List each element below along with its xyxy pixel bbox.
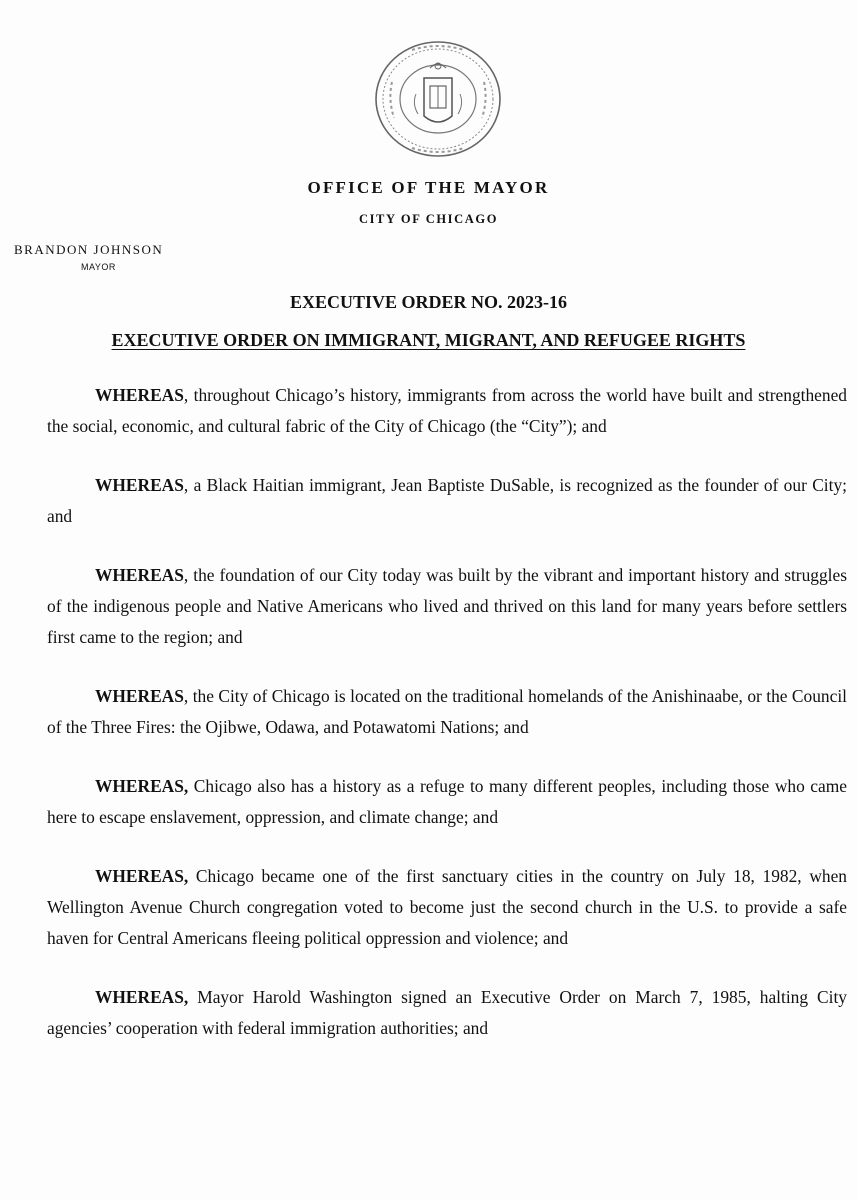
paragraph-text: , a Black Haitian immigrant, Jean Baptiste DuSable, is recognized as the founder of our City; and — [47, 475, 847, 526]
city-title: CITY OF CHICAGO — [358, 212, 499, 226]
city-seal-icon — [372, 38, 504, 160]
mayor-role: MAYOR — [81, 262, 116, 272]
whereas-keyword: WHEREAS — [95, 565, 184, 585]
whereas-keyword: WHEREAS, — [95, 776, 189, 796]
order-body — [47, 380, 847, 1072]
whereas-keyword: WHEREAS, — [95, 987, 189, 1007]
paragraph-text: Chicago became one of the first sanctuary cities in the country on July 18, 1982, when Wellington Avenue Church congregation voted to become just the second church in the U.S. to provide a safe haven for Central Americans fleeing political oppression and violence; and — [47, 866, 847, 948]
order-title: EXECUTIVE ORDER ON IMMIGRANT, MIGRANT, AND REFUGEE RIGHTS — [111, 330, 746, 350]
whereas-paragraph — [47, 560, 847, 653]
whereas-keyword: WHEREAS — [95, 686, 184, 706]
paragraph-text: Mayor Harold Washington signed an Executive Order on March 7, 1985, halting City agencies’ cooperation with federal immigration authorities; and — [47, 987, 847, 1038]
whereas-keyword: WHEREAS — [95, 385, 184, 405]
whereas-keyword: WHEREAS, — [95, 866, 189, 886]
whereas-paragraph — [47, 380, 847, 442]
whereas-keyword: WHEREAS — [95, 475, 184, 495]
whereas-paragraph — [47, 470, 847, 532]
whereas-paragraph — [47, 771, 847, 833]
order-number: EXECUTIVE ORDER NO. 2023-16 — [289, 292, 568, 312]
whereas-paragraph — [47, 982, 847, 1044]
whereas-paragraph — [47, 861, 847, 954]
paragraph-text: Chicago also has a history as a refuge to many different peoples, including those who came here to escape enslavement, oppression, and climate change; and — [47, 776, 847, 827]
office-title: OFFICE OF THE MAYOR — [307, 178, 550, 197]
paragraph-text: , throughout Chicago’s history, immigrants from across the world have built and strengthened the social, economic, and cultural fabric of the City of Chicago (the “City”); and — [47, 385, 847, 436]
paragraph-text: , the City of Chicago is located on the traditional homelands of the Anishinaabe, or the Council of the Three Fires: the Ojibwe, Odawa, and Potawatomi Nations; and — [47, 686, 847, 737]
mayor-name: BRANDON JOHNSON — [14, 242, 164, 257]
paragraph-text: , the foundation of our City today was built by the vibrant and important history and struggles of the indigenous people and Native Americans who lived and thrived on this land for many years before settlers first came to the region; and — [47, 565, 847, 647]
whereas-paragraph — [47, 681, 847, 743]
